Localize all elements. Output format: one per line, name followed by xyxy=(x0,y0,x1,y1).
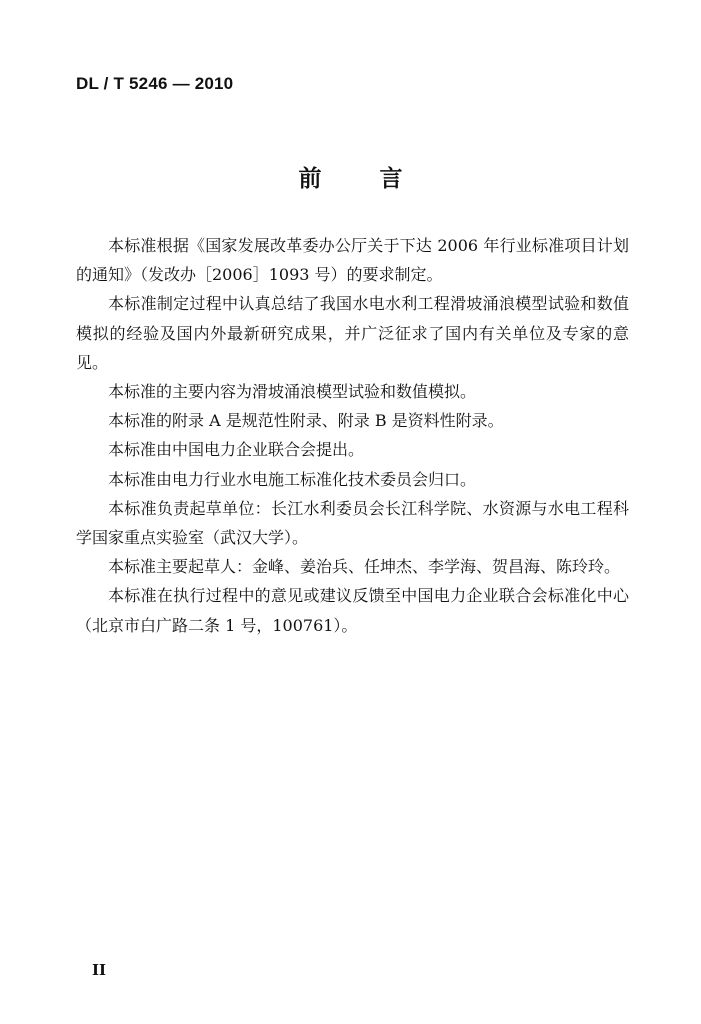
paragraph-feedback: 本标准在执行过程中的意见或建议反馈至中国电力企业联合会标准化中心（北京市白广路二条 1 号，100761）。 xyxy=(76,586,629,635)
title-char-2: 言 xyxy=(379,166,403,192)
paragraph-responsible-committee: 本标准由电力行业水电施工标准化技术委员会归口。 xyxy=(108,469,477,489)
paragraph-proposer: 本标准由中国电力企业联合会提出。 xyxy=(108,440,365,460)
foreword-body xyxy=(76,231,629,640)
paragraph-appendices: 本标准的附录 A 是规范性附录、附录 B 是资料性附录。 xyxy=(108,411,504,431)
paragraph-drafting-units: 本标准负责起草单位：长江水利委员会长江科学院、水资源与水电工程科学国家重点实验室（武汉大学）。 xyxy=(76,498,629,548)
standard-code: DL / T 5246 — 2010 xyxy=(76,74,234,93)
paragraph-drafting-process: 本标准制定过程中认真总结了我国水电水利工程滑坡涌浪模型试验和数值模拟的经验及国内外最新研究成果，并广泛征求了国内有关单位及专家的意见。 xyxy=(76,294,629,372)
paragraph-drafters: 本标准主要起草人：金峰、姜治兵、任坤杰、李学海、贺昌海、陈玲玲。 xyxy=(108,557,621,577)
title-char-1: 前 xyxy=(298,166,322,192)
page-number: II xyxy=(92,961,107,979)
paragraph-main-content: 本标准的主要内容为滑坡涌浪模型试验和数值模拟。 xyxy=(108,382,477,402)
page-title xyxy=(0,160,701,193)
paragraph-plan-source: 本标准根据《国家发展改革委办公厅关于下达 2006 年行业标准项目计划的通知》（发改办［2006］1093 号）的要求制定。 xyxy=(76,236,629,285)
